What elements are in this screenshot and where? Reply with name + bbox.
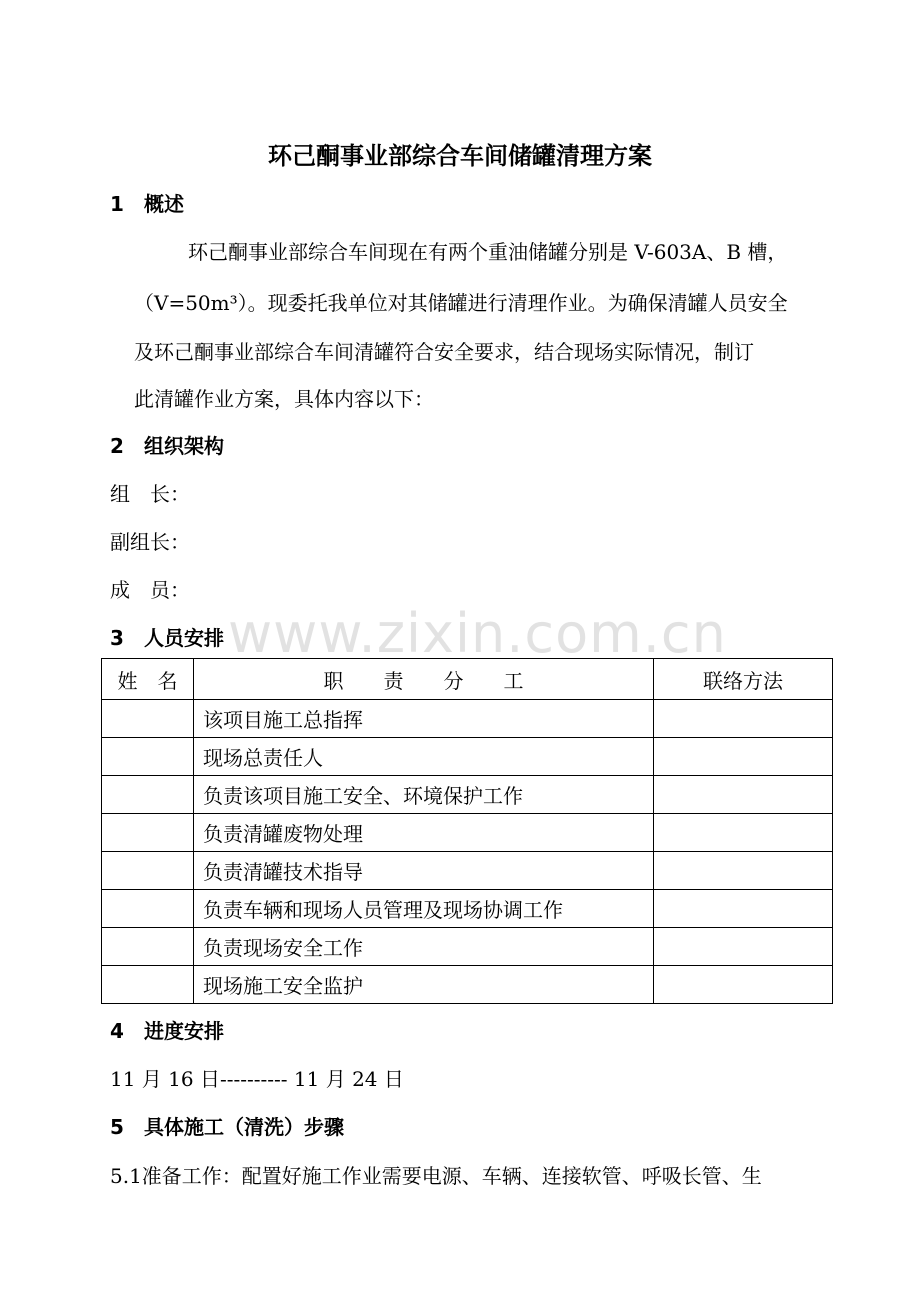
overview-line-4: 此清罐作业方案，具体内容以下： xyxy=(134,387,434,411)
cell-contact xyxy=(654,776,833,814)
table-row xyxy=(102,928,833,966)
cell-duty: 现场总责任人 xyxy=(194,738,654,776)
cell-name xyxy=(102,966,194,1004)
org-members: 成 员： xyxy=(110,578,190,602)
section-title: 进度安排 xyxy=(144,1019,224,1043)
table-header-row xyxy=(102,659,833,700)
cell-name xyxy=(102,776,194,814)
cell-name xyxy=(102,852,194,890)
header-contact: 联络方法 xyxy=(654,659,833,700)
cell-contact xyxy=(654,738,833,776)
overview-line-2: （V=50m³）。现委托我单位对其储罐进行清理作业。为确保清罐人员安全 xyxy=(134,291,788,315)
cell-name xyxy=(102,738,194,776)
schedule-range: 11 月 16 日---------- 11 月 24 日 xyxy=(110,1067,404,1091)
table-row xyxy=(102,852,833,890)
header-name: 姓 名 xyxy=(102,659,194,700)
table-row xyxy=(102,814,833,852)
cell-contact xyxy=(654,700,833,738)
header-duty: 职 责 分 工 xyxy=(194,659,654,700)
watermark: www.zixin.com.cn xyxy=(228,602,727,665)
cell-duty: 负责清罐技术指导 xyxy=(194,852,654,890)
section-3-heading xyxy=(110,622,224,651)
section-number: 4 xyxy=(110,1019,124,1043)
cell-duty: 该项目施工总指挥 xyxy=(194,700,654,738)
cell-contact xyxy=(654,966,833,1004)
section-4-heading xyxy=(110,1015,224,1044)
cell-name xyxy=(102,928,194,966)
overview-line-3: 及环己酮事业部综合车间清罐符合安全要求，结合现场实际情况，制订 xyxy=(134,340,754,364)
section-5-heading xyxy=(110,1111,344,1140)
section-title: 具体施工（清洗）步骤 xyxy=(144,1115,344,1139)
section-2-heading xyxy=(110,430,224,459)
section-title: 人员安排 xyxy=(144,626,224,650)
cell-name xyxy=(102,890,194,928)
cell-contact xyxy=(654,852,833,890)
step-5-1-text: 5.1准备工作：配置好施工作业需要电源、车辆、连接软管、呼吸长管、生 xyxy=(110,1164,762,1188)
section-number: 1 xyxy=(110,192,124,216)
org-deputy: 副组长： xyxy=(110,530,190,554)
table-row xyxy=(102,966,833,1004)
overview-line-1: 环己酮事业部综合车间现在有两个重油储罐分别是 V-603A、B 槽， xyxy=(188,240,788,264)
section-title: 概述 xyxy=(144,192,184,216)
section-number: 5 xyxy=(110,1115,124,1139)
cell-contact xyxy=(654,890,833,928)
cell-contact xyxy=(654,928,833,966)
section-title: 组织架构 xyxy=(144,434,224,458)
section-number: 3 xyxy=(110,626,124,650)
cell-name xyxy=(102,700,194,738)
cell-duty: 现场施工安全监护 xyxy=(194,966,654,1004)
section-1-heading xyxy=(110,188,184,217)
table-row xyxy=(102,890,833,928)
personnel-table xyxy=(101,658,833,1004)
cell-duty: 负责车辆和现场人员管理及现场协调工作 xyxy=(194,890,654,928)
cell-contact xyxy=(654,814,833,852)
section-number: 2 xyxy=(110,434,124,458)
org-leader: 组 长： xyxy=(110,482,190,506)
table-row xyxy=(102,738,833,776)
cell-duty: 负责清罐废物处理 xyxy=(194,814,654,852)
cell-duty: 负责现场安全工作 xyxy=(194,928,654,966)
document-title: 环己酮事业部综合车间储罐清理方案 xyxy=(268,142,652,170)
table-row xyxy=(102,776,833,814)
table-row xyxy=(102,700,833,738)
cell-duty: 负责该项目施工安全、环境保护工作 xyxy=(194,776,654,814)
cell-name xyxy=(102,814,194,852)
